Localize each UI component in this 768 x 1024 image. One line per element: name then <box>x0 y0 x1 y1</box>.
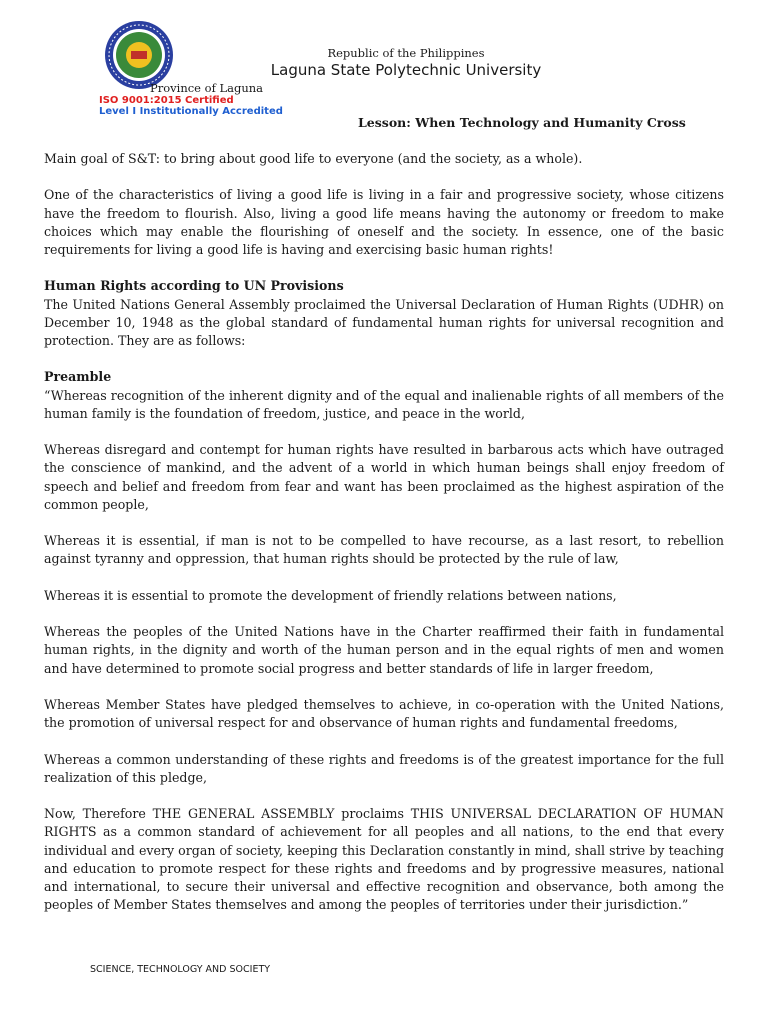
iso-certification: ISO 9001:2015 Certified <box>99 95 234 106</box>
preamble-paragraph: Whereas disregard and contempt for human rights have resulted in barbarous acts which have outraged the conscience of mankind, and the advent of a world in which human beings shall enjoy freedom of speech and belief and freedom from fear and want has been proclaimed as the highest aspiration of the common people, <box>44 442 724 512</box>
goal-paragraph: Main goal of S&T: to bring about good life to everyone (and the society, as a whole). <box>44 151 583 166</box>
preamble-paragraph: Whereas the peoples of the United Nations have in the Charter reaffirmed their faith in fundamental human rights, in the dignity and worth of the human person and in the equal rights of men and women and have determined to promote social progress and better standards of life in larger freedom, <box>44 624 724 676</box>
accreditation-label: Level I Institutionally Accredited <box>99 106 283 117</box>
preamble-paragraph: Whereas a common understanding of these rights and freedoms is of the greatest importance for the full realization of this pledge, <box>44 751 724 785</box>
footer-course-label: SCIENCE, TECHNOLOGY AND SOCIETY <box>90 964 271 975</box>
lesson-title: Lesson: When Technology and Humanity Cross <box>358 115 686 130</box>
preamble-paragraph: Now, Therefore THE GENERAL ASSEMBLY proclaims THIS UNIVERSAL DECLARATION OF HUMAN RIGHTS as a common standard of achievement for all peoples and all nations, to the end that every individual and every organ of society, keeping this Declaration constantly in mind, shall strive by teaching and education to promote respect for these rights and freedoms and by progressive measures, national and international, to secure their universal and effective recognition and observance, both among the peoples of Member States themselves and among the peoples of territories under their jurisdiction.” <box>44 806 724 913</box>
university-name: Laguna State Polytechnic University <box>270 61 542 79</box>
document-body <box>44 150 724 914</box>
un-heading: Human Rights according to UN Provisions <box>44 278 344 294</box>
preamble-paragraph: Whereas it is essential, if man is not to be compelled to have recourse, as a last resort, to rebellion against tyranny and oppression, that human rights should be protected by the rule of law, <box>44 533 724 567</box>
characteristics-paragraph: One of the characteristics of living a good life is living in a fair and progressive society, whose citizens have the freedom to flourish. Also, living a good life means having the autonomy or freedom to make choices which may enable the flourishing of oneself and the society. In essence, one of the basic requirements for living a good life is having and exercising basic human rights! <box>44 187 724 257</box>
preamble-heading: Preamble <box>44 369 112 385</box>
preamble-paragraph: Whereas it is essential to promote the development of friendly relations between nations, <box>44 587 617 603</box>
republic-label: Republic of the Philippines <box>327 46 485 60</box>
province-label: Province of Laguna <box>150 81 264 95</box>
un-paragraph: The United Nations General Assembly proclaimed the Universal Declaration of Human Rights (UDHR) on December 10, 1948 as the global standard of fundamental human rights for universal recognition and protection. They are as follows: <box>44 296 724 348</box>
preamble-paragraph: “Whereas recognition of the inherent dignity and of the equal and inalienable rights of all members of the human family is the foundation of freedom, justice, and peace in the world, <box>44 387 724 421</box>
preamble-paragraph: Whereas Member States have pledged themselves to achieve, in co-operation with the United Nations, the promotion of universal respect for and observance of human rights and fundamental freedoms, <box>44 696 724 731</box>
